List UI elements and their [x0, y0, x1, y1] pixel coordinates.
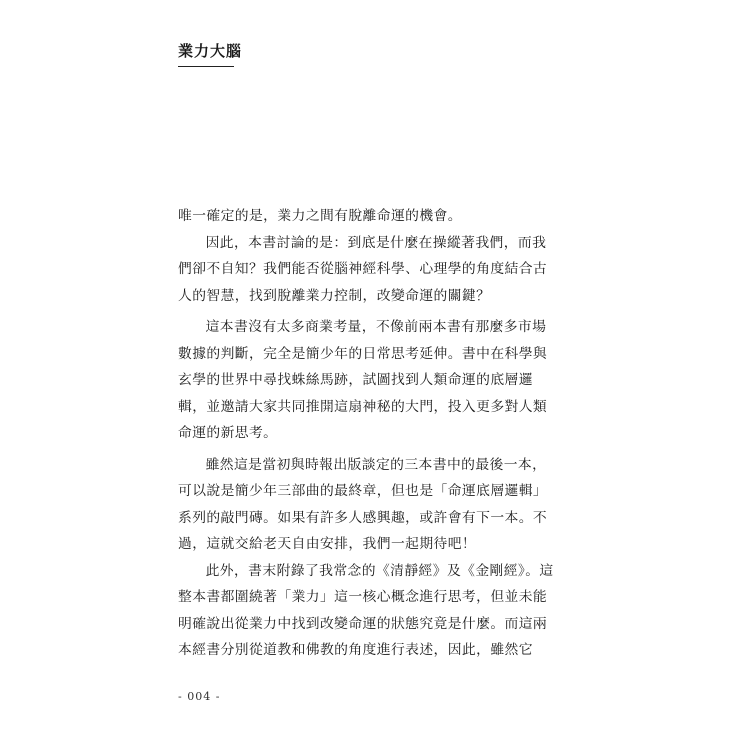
- paragraph-5: 此外，書末附錄了我常念的《清靜經》及《金剛經》。這整本書都圍繞著「業力」這一核心概念進行思考，但並未能明確說出從業力中找到改變命運的狀態究竟是什麼。而這兩本經書分別從道教和佛教的角度進行表述，因此，雖然它: [178, 562, 554, 658]
- paragraph-3: 這本書沒有太多商業考量，不像前兩本書有那麼多市場數據的判斷，完全是簡少年的日常思考延伸。書中在科學與玄學的世界中尋找蛛絲馬跡，試圖找到人類命運的底層邏輯，並邀請大家共同推開這扇神秘的大門，投入更多對人類命運的新思考。: [178, 319, 548, 441]
- paragraph-4: 雖然這是當初與時報出版談定的三本書中的最後一本，可以說是簡少年三部曲的最終章，但也是「命運底層邏輯」系列的敲門磚。如果有許多人感興趣，或許會有下一本。不過，這就交給老天自由安排，我們一起期待吧！: [178, 456, 548, 552]
- body-text: [178, 203, 558, 664]
- running-head-title: 業力大腦: [178, 42, 243, 60]
- paragraph-2: 因此，本書討論的是：到底是什麼在操縱著我們，而我們卻不自知？我們能否從腦神經科學、心理學的角度結合古人的智慧，找到脫離業力控制，改變命運的關鍵？: [178, 234, 548, 304]
- paragraph-1: 唯一確定的是，業力之間有脫離命運的機會。: [178, 208, 462, 224]
- running-head-underline: [178, 66, 234, 67]
- page-number: - 004 -: [178, 690, 221, 703]
